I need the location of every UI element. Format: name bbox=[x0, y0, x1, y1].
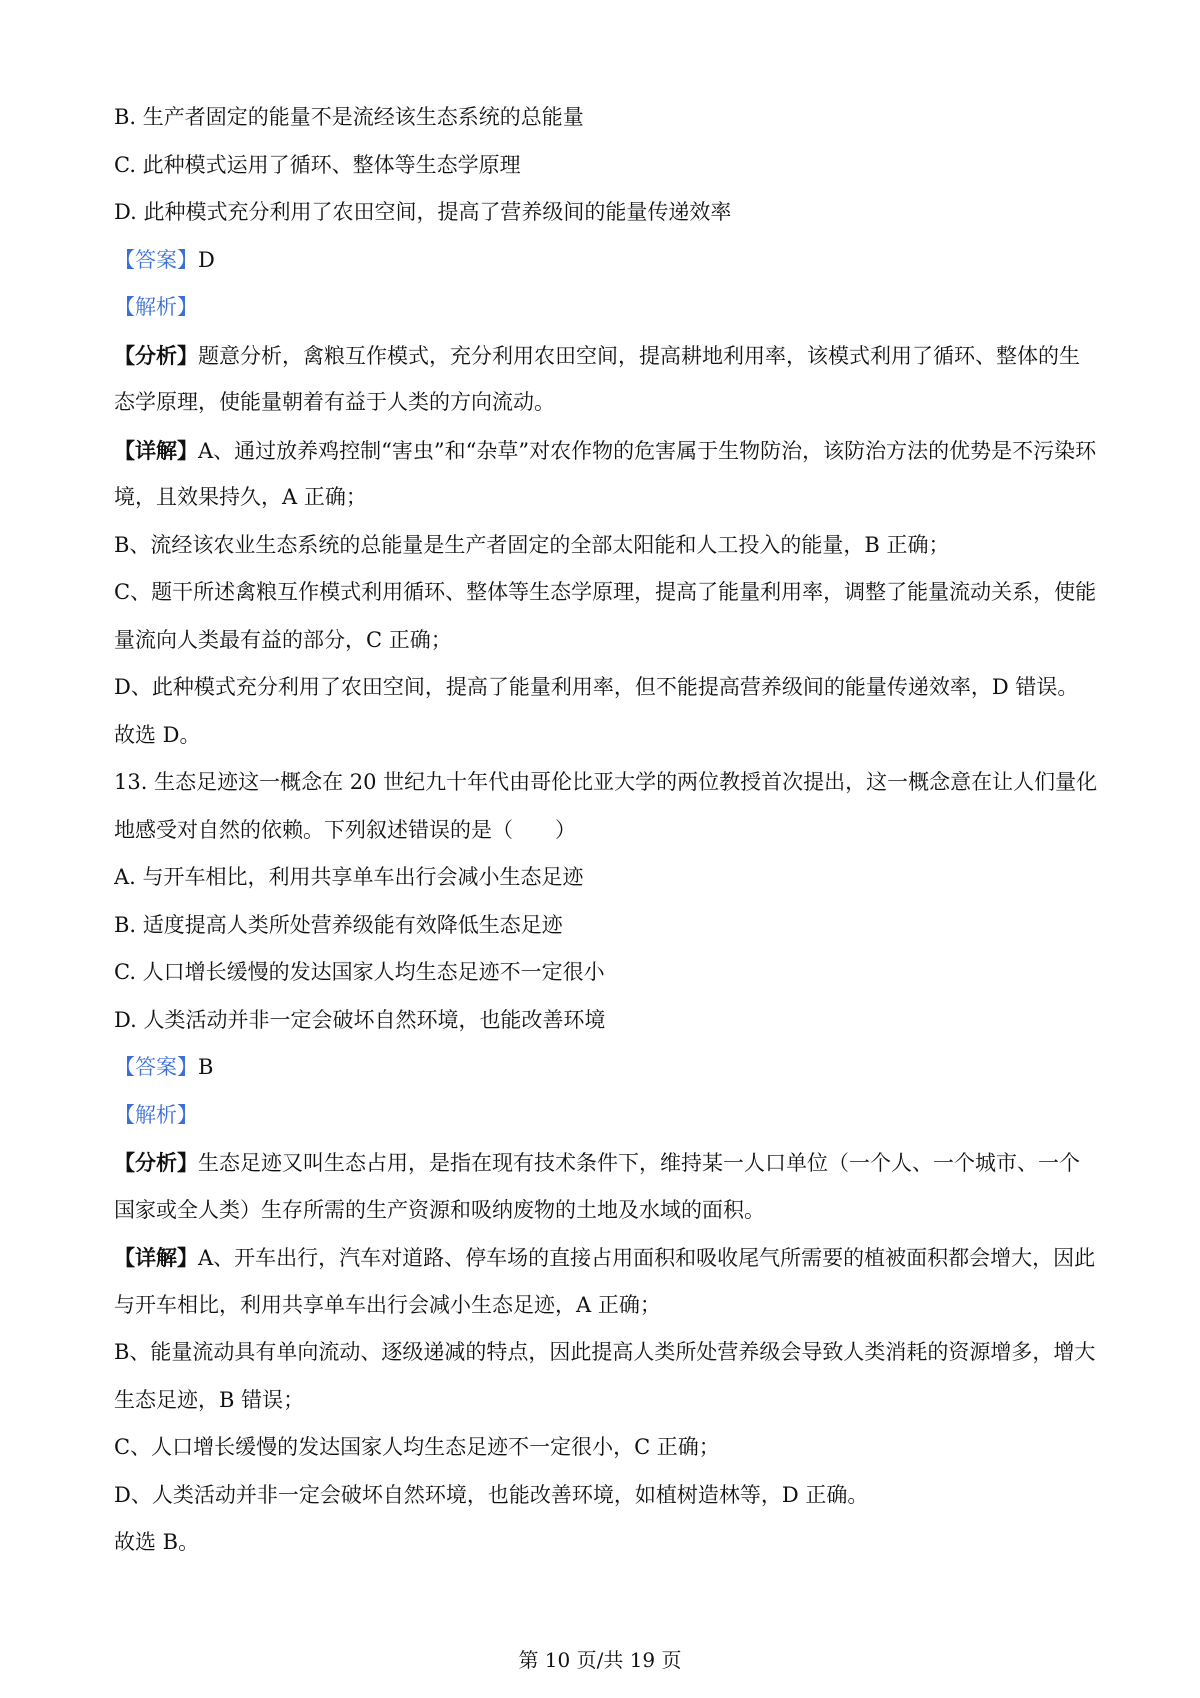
fenxi-tag: 【分析】 bbox=[114, 1150, 198, 1175]
q12-xiangjie-d: D、此种模式充分利用了农田空间，提高了能量利用率，但不能提高营养级间的能量传递效率，D 错误。 bbox=[114, 675, 1079, 699]
q13-option-a: A. 与开车相比，利用共享单车出行会减小生态足迹 bbox=[114, 865, 584, 889]
xiangjie-text: A、通过放养鸡控制“害虫”和“杂草”对农作物的危害属于生物防治，该防治方法的优势是不污染环 bbox=[198, 438, 1097, 463]
q13-stem-line-2: 地感受对自然的依赖。下列叙述错误的是（ ） bbox=[114, 817, 576, 842]
q13-xiangjie-a-line-2: 与开车相比，利用共享单车出行会减小生态足迹，A 正确； bbox=[114, 1292, 661, 1317]
q13-option-b: B. 适度提高人类所处营养级能有效降低生态足迹 bbox=[114, 912, 563, 937]
q13-xiangjie-a-line-1 bbox=[114, 1234, 1104, 1282]
fenxi-text: 题意分析，禽粮互作模式，充分利用农田空间，提高耕地利用率，该模式利用了循环、整体的生 bbox=[198, 343, 1080, 368]
q12-option-d: D. 此种模式充分利用了农田空间，提高了营养级间的能量传递效率 bbox=[114, 200, 732, 224]
fenxi-tag: 【分析】 bbox=[114, 342, 198, 368]
page-number: 第 10 页/共 19 页 bbox=[518, 1648, 682, 1672]
q13-analysis-heading bbox=[114, 1092, 1104, 1140]
document-body bbox=[114, 94, 1104, 1567]
q13-option-c: C. 人口增长缓慢的发达国家人均生态足迹不一定很小 bbox=[114, 960, 605, 984]
q12-analysis-heading bbox=[114, 284, 1104, 332]
analysis-tag: 【解析】 bbox=[114, 1102, 198, 1127]
xiangjie-tag: 【详解】 bbox=[114, 437, 198, 463]
q13-fenxi-line-2: 国家或全人类）生存所需的生产资源和吸纳废物的土地及水域的面积。 bbox=[114, 1197, 765, 1222]
q12-xiangjie-b: B、流经该农业生态系统的总能量是生产者固定的全部太阳能和人工投入的能量，B 正确； bbox=[114, 532, 950, 557]
q12-conclusion: 故选 D。 bbox=[114, 722, 201, 747]
answer-value: D bbox=[198, 247, 215, 272]
q13-xiangjie-c: C、人口增长缓慢的发达国家人均生态足迹不一定很小，C 正确； bbox=[114, 1435, 720, 1459]
q13-answer bbox=[114, 1044, 1104, 1092]
q13-fenxi-line-1 bbox=[114, 1139, 1104, 1187]
q13-xiangjie-b-line-2: 生态足迹，B 错误； bbox=[114, 1387, 305, 1412]
answer-tag: 【答案】 bbox=[114, 1055, 198, 1079]
q12-xiangjie-c-line-1: C、题干所述禽粮互作模式利用循环、整体等生态学原理，提高了能量利用率，调整了能量流动关系，使能 bbox=[114, 580, 1097, 604]
q13-stem-line-1: 13. 生态足迹这一概念在 20 世纪九十年代由哥伦比亚大学的两位教授首次提出，这一概念意在让人们量化 bbox=[114, 770, 1098, 794]
q12-fenxi-line-1 bbox=[114, 332, 1104, 380]
q12-option-c: C. 此种模式运用了循环、整体等生态学原理 bbox=[114, 152, 521, 177]
page-footer bbox=[0, 1646, 1200, 1674]
q12-option-b: B. 生产者固定的能量不是流经该生态系统的总能量 bbox=[114, 105, 584, 129]
answer-tag: 【答案】 bbox=[114, 247, 198, 272]
q13-xiangjie-b-line-1: B、能量流动具有单向流动、逐级递减的特点，因此提高人类所处营养级会导致人类消耗的资源增多，增大 bbox=[114, 1340, 1096, 1364]
q12-fenxi-line-2: 态学原理，使能量朝着有益于人类的方向流动。 bbox=[114, 390, 555, 414]
q12-answer bbox=[114, 237, 1104, 285]
analysis-tag: 【解析】 bbox=[114, 295, 198, 319]
q12-xiangjie-a-line-2: 境，且效果持久，A 正确； bbox=[114, 485, 367, 509]
q13-option-d: D. 人类活动并非一定会破坏自然环境，也能改善环境 bbox=[114, 1007, 606, 1032]
q12-xiangjie-c-line-2: 量流向人类最有益的部分，C 正确； bbox=[114, 627, 452, 652]
xiangjie-text: A、开车出行，汽车对道路、停车场的直接占用面积和吸收尾气所需要的植被面积都会增大，因此 bbox=[198, 1246, 1096, 1270]
xiangjie-tag: 【详解】 bbox=[114, 1245, 198, 1270]
q13-xiangjie-d: D、人类活动并非一定会破坏自然环境，也能改善环境，如植树造林等，D 正确。 bbox=[114, 1482, 869, 1507]
q13-conclusion: 故选 B。 bbox=[114, 1530, 200, 1554]
q12-xiangjie-a-line-1 bbox=[114, 427, 1104, 475]
answer-value: B bbox=[198, 1055, 214, 1079]
fenxi-text: 生态足迹又叫生态占用，是指在现有技术条件下，维持某一人口单位（一个人、一个城市、一个 bbox=[198, 1151, 1080, 1175]
